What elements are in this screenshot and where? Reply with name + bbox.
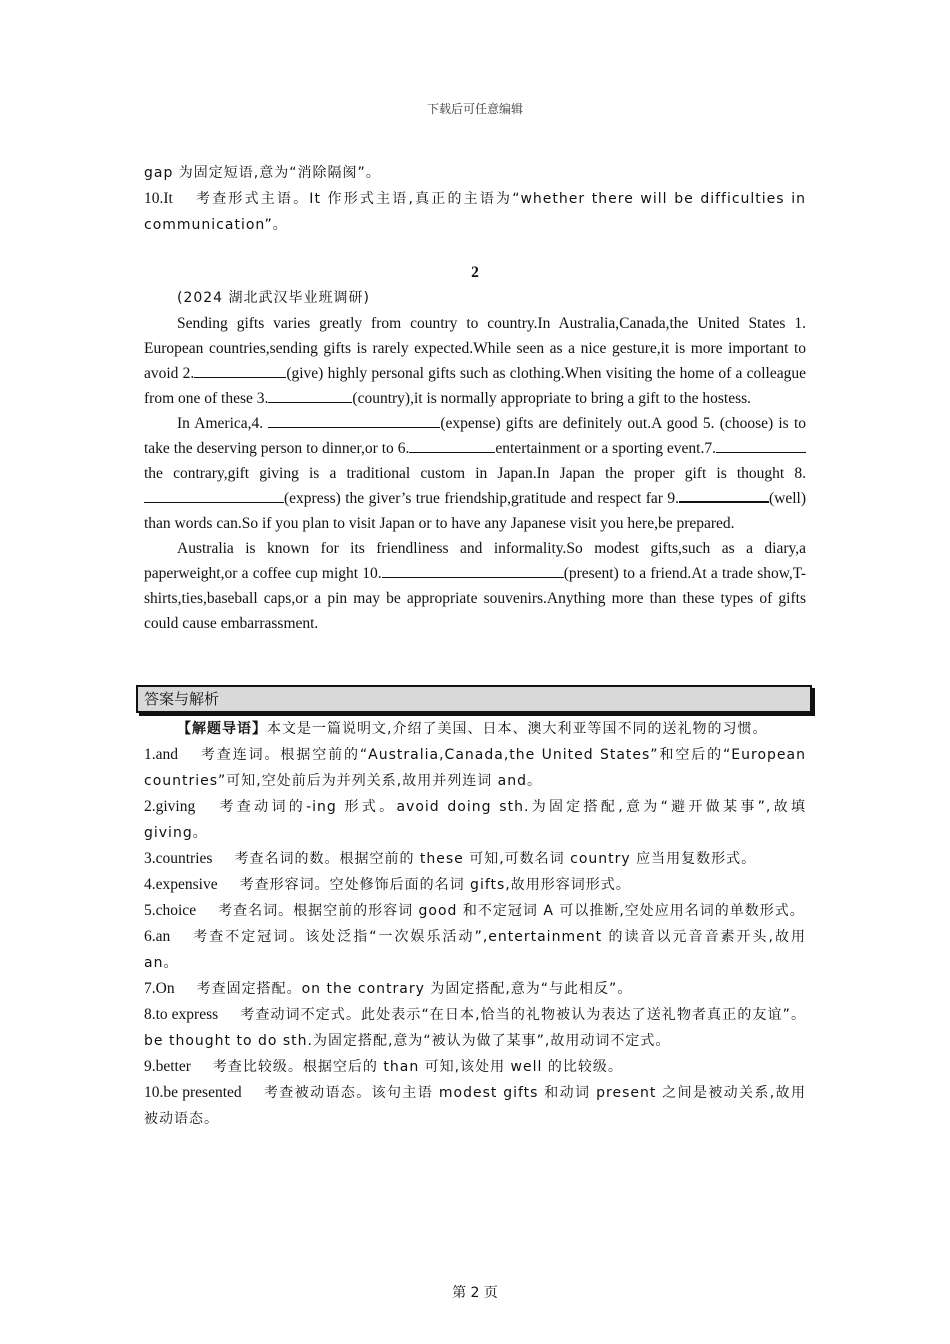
answer-item — [144, 846, 806, 872]
answer-explanation: 考查固定搭配。on the contrary 为固定搭配,意为“与此相反”。 — [196, 981, 633, 997]
answer-key: 3.countries — [144, 850, 213, 867]
answer-list — [144, 742, 806, 1132]
prev-line: gap 为固定短语,意为“消除隔阂”。 — [144, 165, 381, 181]
answer-item — [144, 1080, 806, 1132]
paragraph-1: Sending gifts varies greatly from country to country.In Australia,Canada,the United States 1. European countries,sending gifts is rarely expected.While seen as a nice gesture,it is more important to avoid 2. (give) highly personal gifts such as clothing.When visiting the home of a colleague from one of these 3. (country),it is normally appropriate to bring a gift to the hostess. — [144, 315, 807, 407]
answer-item — [144, 1002, 806, 1054]
page-header: 下载后可任意编辑 — [426, 102, 523, 116]
blank-7 — [716, 437, 806, 453]
answer-item — [144, 742, 806, 794]
answer-explanation: 考查动词的-ing 形式。avoid doing sth.为固定搭配,意为“避开做某事”,故填 giving。 — [144, 799, 806, 841]
page-number: 第 2 页 — [452, 1285, 498, 1301]
blank-9 — [679, 486, 769, 503]
answer-item — [144, 794, 806, 846]
answer-explanation: 考查名词。根据空前的形容词 good 和不定冠词 A 可以推断,空处应用名词的单数形式。 — [218, 903, 805, 919]
answer-explanation: 考查形容词。空处修饰后面的名词 gifts,故用形容词形式。 — [239, 877, 631, 893]
section-number: 2 — [471, 264, 479, 281]
answer-key: 5.choice — [144, 902, 197, 919]
answer-key: 4.expensive — [144, 876, 218, 893]
passage-section — [144, 260, 806, 636]
blank-8 — [144, 487, 284, 503]
blank-10 — [382, 562, 564, 578]
prev-item-10: 10.It 考查形式主语。It 作形式主语,真正的主语为“whether there will be difficulties in communication”。 — [144, 190, 806, 233]
answer-item — [144, 1054, 806, 1080]
answer-section-title: 答案与解析 — [136, 685, 812, 713]
answer-key: 8.to express — [144, 1006, 219, 1023]
paragraph-2: In America,4. (expense) gifts are definitely out.A good 5. (choose) is to take the deserving person to dinner,or to 6. entertainment or a sporting event.7.the contrary,gift giving is a traditional custom in Japan.In Japan the proper gift is thought 8.(express) the giver’s true friendship,gratitude and respect far 9. (well) than words can.So if you plan to visit Japan or to have any Japanese visit you here,be prepared. — [144, 411, 806, 536]
answer-item — [144, 872, 806, 898]
blank-6 — [409, 437, 495, 453]
answer-explanation: 考查连词。根据空前的“Australia,Canada,the United States”和空后的“European countries”可知,空处前后为并列关系,故用并列连词 and。 — [144, 747, 806, 789]
answer-explanation: 考查动词不定式。此处表示“在日本,恰当的礼物被认为表达了送礼物者真正的友谊”。be thought to do sth.为固定搭配,意为“被认为做了某事”,故用动词不定式。 — [144, 1007, 806, 1049]
answer-item — [144, 924, 806, 976]
answers-section — [144, 716, 806, 1132]
blank-2 — [194, 362, 286, 378]
source-line: (2024 湖北武汉毕业班调研) — [177, 290, 371, 306]
answer-item — [144, 976, 806, 1002]
answer-key: 6.an — [144, 928, 171, 945]
answer-key: 2.giving — [144, 798, 196, 815]
blank-3 — [268, 387, 352, 403]
answer-explanation: 考查比较级。根据空后的 than 可知,该处用 well 的比较级。 — [212, 1059, 623, 1075]
guide: 【解题导语】本文是一篇说明文,介绍了美国、日本、澳大利亚等国不同的送礼物的习惯。 — [177, 721, 768, 737]
answer-key: 10.be presented — [144, 1084, 242, 1101]
paragraph-3: Australia is known for its friendliness and informality.So modest gifts,such as a diary,a paperweight,or a coffee cup might 10. (present) to a friend.At a trade show,T-shirts,ties,baseball caps,or a pin may be appropriate souvenirs.Anything more than these types of gifts could cause embarrassment. — [144, 540, 807, 632]
answer-key: 7.On — [144, 980, 175, 997]
answer-explanation: 考查名词的数。根据空前的 these 可知,可数名词 country 应当用复数形式。 — [234, 851, 757, 867]
answer-explanation: 考查被动语态。该句主语 modest gifts 和动词 present 之间是被动关系,故用被动语态。 — [144, 1085, 806, 1127]
answer-item — [144, 898, 806, 924]
previous-section — [144, 160, 806, 238]
answer-key: 1.and — [144, 746, 179, 763]
blank-4 — [268, 412, 440, 428]
answer-explanation: 考查不定冠词。该处泛指“一次娱乐活动”,entertainment 的读音以元音音素开头,故用 an。 — [144, 929, 806, 971]
answer-key: 9.better — [144, 1058, 191, 1075]
